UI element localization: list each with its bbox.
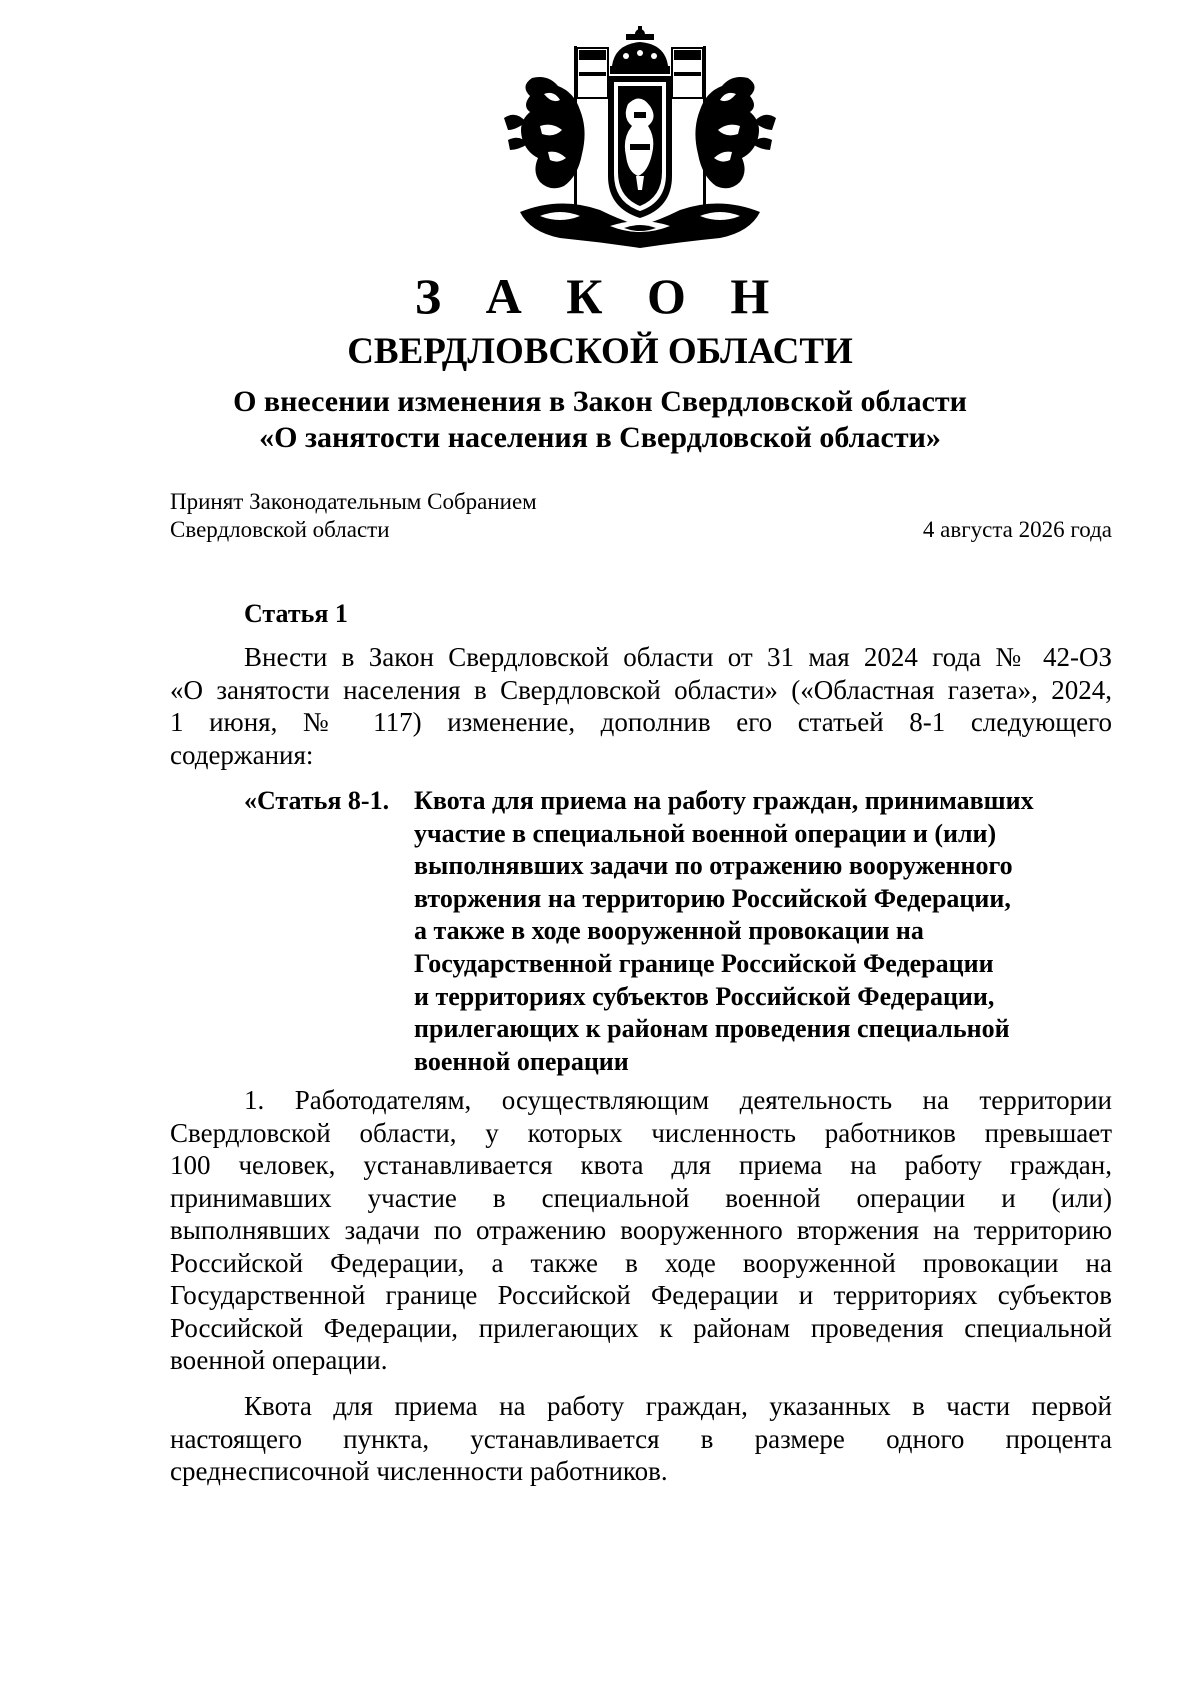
point-1-line: выполнявших задачи по отражению вооруженного вторжения на территорию xyxy=(170,1215,1112,1245)
document-subject-line: О внесении изменения в Закон Свердловской области xyxy=(233,385,967,418)
quota-line: Квота для приема на работу граждан, указанных в части первой xyxy=(244,1391,1112,1421)
coat-of-arms-icon xyxy=(500,26,780,256)
article-8-1-label: «Статья 8-1. xyxy=(244,786,390,815)
article-1-intro-line: «О занятости населения в Свердловской области» («Областная газета», 2024, xyxy=(170,674,1112,705)
article-8-1-title-line: вторжения на территорию Российской Федерации, xyxy=(414,883,1011,913)
point-1-line: Российской Федерации, прилегающих к районам проведения специальной xyxy=(170,1312,1112,1343)
point-1-line: военной операции. xyxy=(170,1345,388,1375)
article-1-intro-line: Внести в Закон Свердловской области от 31 мая 2024 года № 42-ОЗ xyxy=(244,642,1112,672)
document-region: СВЕРДЛОВСКОЙ ОБЛАСТИ xyxy=(347,331,853,372)
article-8-1-title-line: участие в специальной военной операции и (или) xyxy=(414,818,997,848)
article-1-intro-line: содержания: xyxy=(170,739,314,770)
article-8-1-title-line: военной операции xyxy=(414,1046,629,1076)
point-1-line: принимавших участие в специальной военной операции и (или) xyxy=(170,1182,1112,1213)
article-8-1-title-line: и территориях субъектов Российской Федерации, xyxy=(414,981,995,1011)
point-1-line: Российской Федерации, а также в ходе вооруженной провокации на xyxy=(170,1247,1112,1278)
article-8-1-title-line: Государственной границе Российской Федерации xyxy=(414,948,994,978)
article-8-1-title-line: а также в ходе вооруженной провокации на xyxy=(414,916,924,946)
point-1-line: 1. Работодателям, осуществляющим деятельность на территории xyxy=(244,1085,1112,1115)
quota-line: среднесписочной численности работников. xyxy=(170,1456,668,1486)
article-1-heading: Статья 1 xyxy=(244,599,348,628)
article-1-intro-line: 1 июня, № 117) изменение, дополнив его статьей 8-1 следующего xyxy=(170,707,1112,737)
adoption-body-line: Свердловской области xyxy=(170,517,390,542)
adoption-body-line: Принят Законодательным Собранием xyxy=(170,489,537,514)
document-title: З А К О Н xyxy=(414,268,786,324)
article-8-1-point-1 xyxy=(170,1084,1112,1377)
article-8-1-title-line: выполнявших задачи по отражению вооруженного xyxy=(414,851,1013,881)
point-1-line: 100 человек, устанавливается квота для приема на работу граждан, xyxy=(170,1150,1112,1180)
article-8-1-title-line: Квота для приема на работу граждан, принимавших xyxy=(414,786,1034,815)
document-subject-line: «О занятости населения в Свердловской области» xyxy=(259,421,941,454)
article-8-1-title-line: прилегающих к районам проведения специальной xyxy=(414,1014,1010,1044)
adoption-date: 4 августа 2026 года xyxy=(922,517,1112,542)
article-8-1-title xyxy=(414,785,1104,1078)
point-1-line: Государственной границе Российской Федерации и территориях субъектов xyxy=(170,1280,1112,1310)
article-1-intro xyxy=(170,641,1112,771)
document-subject xyxy=(0,384,1200,456)
point-1-line: Свердловской области, у которых численность работников превышает xyxy=(170,1117,1112,1148)
article-8-1-quota xyxy=(170,1390,1112,1488)
quota-line: настоящего пункта, устанавливается в размере одного процента xyxy=(170,1423,1112,1454)
adoption-body xyxy=(170,488,537,544)
